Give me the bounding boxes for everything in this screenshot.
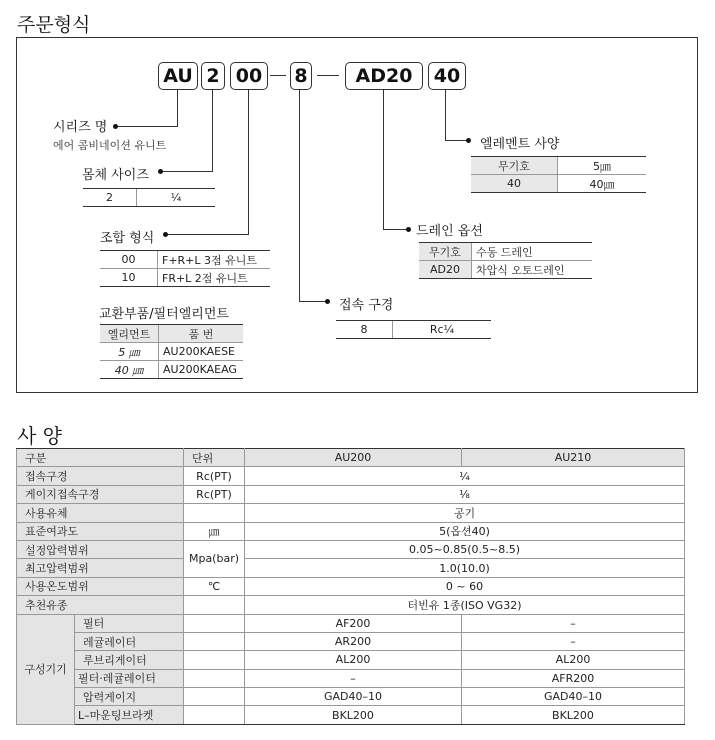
code-body-size: 2 bbox=[201, 62, 225, 90]
combination-table bbox=[100, 250, 270, 287]
table-row: 무기호 5㎛ bbox=[471, 157, 646, 175]
body-size-label: 몸체 사이즈 bbox=[82, 168, 149, 183]
table-row: 40 40㎛ bbox=[471, 175, 646, 193]
element-spec-label: 엘레멘트 사양 bbox=[480, 137, 560, 152]
leader-line bbox=[165, 234, 249, 235]
table-row: 필터·레귤레이터 – AFR200 bbox=[17, 669, 685, 687]
leader-line bbox=[445, 90, 446, 141]
spec-title: 사 양 bbox=[17, 424, 62, 448]
table-row: 루브리게이터 AL200 AL200 bbox=[17, 651, 685, 669]
spec-header-au200: AU200 bbox=[245, 449, 462, 467]
leader-line bbox=[212, 90, 213, 172]
combination-label: 조합 형식 bbox=[100, 231, 155, 246]
code-dash bbox=[270, 75, 286, 76]
leader-line bbox=[383, 229, 407, 230]
table-row: 표준여과도 ㎛ 5(옵션40) bbox=[17, 522, 685, 540]
table-row: AD20 차압식 오토드레인 bbox=[419, 261, 592, 279]
table-row: 8 Rc¼ bbox=[336, 321, 491, 339]
table-row: 5 ㎛ AU200KAESE bbox=[100, 343, 243, 361]
code-connection: 8 bbox=[290, 62, 312, 90]
spec-table bbox=[16, 448, 685, 725]
drain-option-label: 드레인 옵션 bbox=[416, 224, 483, 239]
leader-line bbox=[248, 90, 249, 235]
order-format-title: 주문형식 bbox=[17, 14, 91, 36]
table-row: 설정압력범위 Mpa(bar) 0.05~0.85(0.5~8.5) bbox=[17, 540, 685, 558]
code-combination: 00 bbox=[230, 62, 268, 90]
leader-line bbox=[299, 90, 300, 302]
leader-line bbox=[160, 171, 213, 172]
table-row: 게이지접속구경 Rc(PT) ⅛ bbox=[17, 485, 685, 503]
leader-dot bbox=[113, 124, 118, 129]
table-header: 엘리먼트 품 번 bbox=[100, 325, 243, 343]
parts-label: 교환부품/필터엘리먼트 bbox=[99, 307, 229, 322]
code-drain-option: AD20 bbox=[345, 62, 423, 90]
table-row: 2 ¼ bbox=[83, 189, 215, 207]
code-dash bbox=[317, 75, 339, 76]
table-row: 접속구경 Rc(PT) ¼ bbox=[17, 467, 685, 485]
spec-header-au210: AU210 bbox=[462, 449, 685, 467]
component-group-label: 구성기기 bbox=[17, 614, 75, 724]
table-row: 최고압력범위 1.0(10.0) bbox=[17, 559, 685, 577]
leader-dot bbox=[163, 232, 168, 237]
table-row: L–마운팅브라켓 BKL200 BKL200 bbox=[17, 706, 685, 724]
parts-table bbox=[100, 324, 243, 379]
table-row: 40 ㎛ AU200KAEAG bbox=[100, 361, 243, 379]
leader-line bbox=[299, 301, 326, 302]
leader-dot bbox=[466, 138, 471, 143]
table-row: 추천유종 터빈유 1종(ISO VG32) bbox=[17, 596, 685, 614]
table-row: 레귤레이터 AR200 – bbox=[17, 632, 685, 650]
leader-dot bbox=[158, 169, 163, 174]
drain-option-table bbox=[419, 242, 592, 279]
code-element: 40 bbox=[428, 62, 466, 90]
table-row: 사용온도범위 ℃ 0 ~ 60 bbox=[17, 577, 685, 595]
series-label: 시리즈 명 bbox=[53, 120, 108, 135]
table-row: 사용유체 공기 bbox=[17, 504, 685, 522]
leader-line bbox=[115, 126, 178, 127]
table-row: 00 F+R+L 3점 유니트 bbox=[100, 251, 270, 269]
leader-dot bbox=[325, 299, 330, 304]
table-row: 압력게이지 GAD40–10 GAD40–10 bbox=[17, 688, 685, 706]
spec-header-unit: 단위 bbox=[184, 449, 245, 467]
leader-line bbox=[383, 90, 384, 230]
table-row: 구성기기 필터 AF200 – bbox=[17, 614, 685, 632]
table-row: 10 FR+L 2점 유니트 bbox=[100, 269, 270, 287]
element-spec-table bbox=[471, 156, 646, 193]
leader-line bbox=[177, 90, 178, 127]
spec-header-row bbox=[17, 449, 685, 467]
connection-table bbox=[336, 320, 491, 339]
code-series: AU bbox=[158, 62, 198, 90]
leader-line bbox=[445, 140, 467, 141]
series-description: 에어 콤비네이션 유니트 bbox=[53, 139, 167, 152]
table-row: 무기호 수동 드레인 bbox=[419, 243, 592, 261]
connection-label: 접속 구경 bbox=[339, 298, 394, 313]
body-size-table bbox=[83, 188, 215, 207]
leader-dot bbox=[406, 227, 411, 232]
spec-header-category: 구분 bbox=[17, 449, 184, 467]
